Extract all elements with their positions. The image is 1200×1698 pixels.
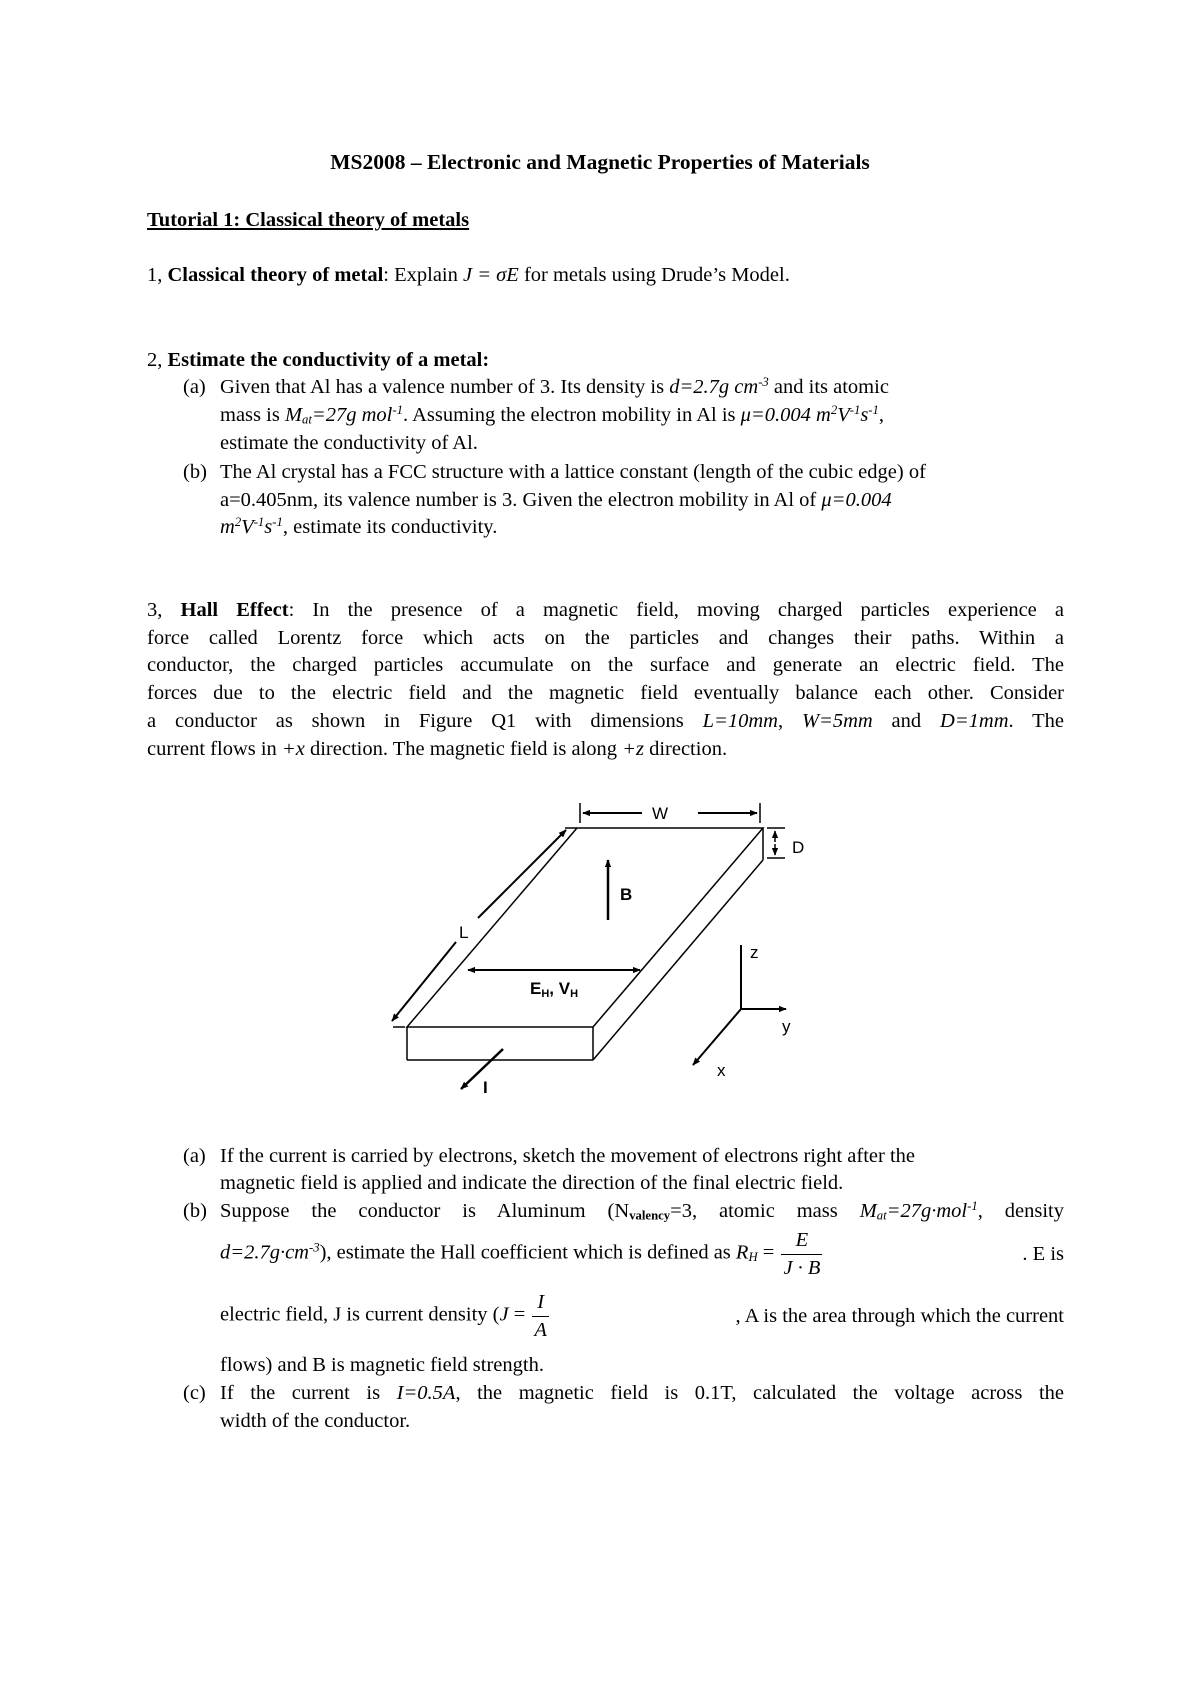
q3a-line-1: If the current is carried by electrons, sketch the movement of electrons right after the [220, 1145, 916, 1167]
width-dimension-arrow [580, 803, 760, 823]
q2-heading: Estimate the conductivity of a metal: [167, 349, 490, 371]
q3-line-3: conductor, the charged particles accumulate on the surface and generate an electric field. The [147, 654, 1064, 676]
q3b-atomic-mass: $M_{at}=27g\cdot mol^{-1}$ [859, 1199, 978, 1223]
q3a-line-2: magnetic field is applied and indicate the direction of the final electric field. [220, 1172, 844, 1194]
q2a-line-3: estimate the conductivity of Al. [220, 432, 478, 454]
q3-line-4: forces due to the electric field and the magnetic field eventually balance each other. Consider [147, 682, 1064, 704]
current-density-fraction: $\frac{I}{A}$ [534, 1291, 547, 1341]
q1-equation: J = σE [463, 264, 519, 286]
q1-text-end: for metals using Drude’s Model. [518, 264, 790, 286]
q3b-line-1: Suppose the conductor is Aluminum ($N_{valency}=3$, atomic mass $M_{at}=27g\cdot mol^{-1}$, density [220, 1199, 1064, 1223]
label-l: L [459, 923, 469, 942]
q3b-line-2: $d=2.7g\cdot cm^{-3}$), estimate the Hall coefficient which is defined as $R_H$ = $\frac{E}{J \cdot B}$ . E is [220, 1229, 1064, 1279]
q3c-line-2: width of the conductor. [220, 1410, 411, 1432]
coordinate-axes [693, 945, 786, 1065]
q2b-label: (b) [183, 461, 207, 483]
tutorial-heading: Tutorial 1: Classical theory of metals [147, 209, 470, 231]
label-z: z [750, 943, 759, 962]
q2b-mobility-units: $m^2V^{-1}s^{-1}$ [220, 515, 283, 538]
q3-heading: Hall Effect [180, 599, 289, 621]
q2b-line-2: a=0.405nm, its valence number is 3. Given the electron mobility in Al of μ=0.004 [220, 489, 892, 511]
q3-line-6: current flows in +x direction. The magnetic field is along +z direction. [147, 738, 728, 760]
label-eh-vh: EH, VH [530, 979, 579, 1000]
q2a-label: (a) [183, 376, 206, 398]
q2a-mobility: μ=0.004 $m^2V^{-1}s^{-1}$ [740, 403, 879, 426]
q3-line-1: 3, Hall Effect: In the presence of a magnetic field, moving charged particles experience a [147, 599, 1064, 621]
q3b-line-3: electric field, J is current density (J = $\frac{I}{A}$ , A is the area through which the current [220, 1291, 1064, 1341]
q3b-label: (b) [183, 1200, 207, 1222]
label-w: W [651, 804, 669, 823]
q3-line-2: force called Lorentz force which acts on the particles and changes their paths. Within a [147, 627, 1064, 649]
q1-heading: Classical theory of metal [167, 264, 384, 286]
q1-number: 1, [147, 264, 168, 286]
q2b-line-1: The Al crystal has a FCC structure with a lattice constant (length of the cubic edge) of [220, 461, 926, 483]
conductor-slab [407, 828, 763, 1060]
q3c-line-1: If the current is I=0.5A, the magnetic field is 0.1T, calculated the voltage across the [220, 1382, 1064, 1404]
label-x: x [717, 1061, 726, 1080]
q2b-line-3: $m^2V^{-1}s^{-1}$, estimate its conductivity. [220, 515, 498, 538]
q1-text: : Explain [383, 264, 463, 286]
label-i: I [483, 1078, 488, 1097]
q2a-atomic-mass: $M_{at}=27g$ mol$^{-1}$ [284, 403, 403, 427]
q2b-mobility: μ=0.004 [821, 489, 892, 511]
depth-dimension-arrow [767, 828, 785, 858]
q2a-density: d=2.7g $cm^{-3}$ [669, 375, 769, 398]
document-title: MS2008 – Electronic and Magnetic Properties of Materials [330, 150, 870, 174]
q2a-line-1: Given that Al has a valence number of 3. Its density is d=2.7g $cm^{-3}$ and its atomic [220, 375, 889, 398]
q2-number: 2, [147, 349, 168, 371]
label-b: B [620, 885, 633, 904]
current-arrow [461, 1049, 503, 1089]
q3a-label: (a) [183, 1145, 206, 1167]
hall-coefficient-fraction: $\frac{E}{J \cdot B}$ [783, 1229, 821, 1279]
q3-line-5: a conductor as shown in Figure Q1 with dimensions L=10mm, W=5mm and D=1mm. The [147, 710, 1064, 732]
q3c-label: (c) [183, 1382, 206, 1404]
label-y: y [782, 1017, 791, 1036]
label-d: D [792, 838, 805, 857]
q3b-line-4: flows) and B is magnetic field strength. [220, 1354, 544, 1376]
q2a-line-2: mass is $M_{at}=27g$ mol$^{-1}$. Assuming the electron mobility in Al is μ=0.004 $m^2V^{-1}s^{-1}$, [220, 403, 885, 427]
